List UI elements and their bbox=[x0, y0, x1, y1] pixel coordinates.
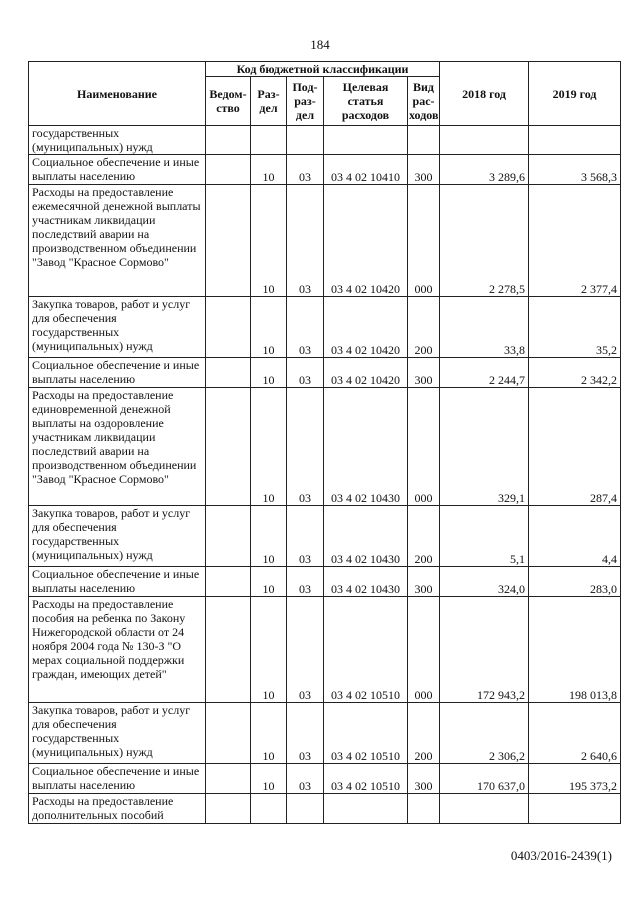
cell-razdel: 10 bbox=[251, 597, 287, 703]
cell-tselevaya bbox=[324, 794, 408, 824]
cell-vedomstvo bbox=[206, 297, 251, 358]
cell-podrazdel: 03 bbox=[287, 764, 324, 794]
cell-tselevaya bbox=[324, 126, 408, 155]
cell-name: Расходы на предоставление дополнительных пособий bbox=[29, 794, 206, 824]
header-row-top bbox=[29, 62, 621, 77]
cell-v2019: 2 342,2 bbox=[529, 358, 621, 388]
table-row bbox=[29, 597, 621, 703]
table-row bbox=[29, 297, 621, 358]
cell-tselevaya: 03 4 02 10510 bbox=[324, 597, 408, 703]
table-row bbox=[29, 155, 621, 185]
cell-podrazdel: 03 bbox=[287, 567, 324, 597]
cell-v2019: 2 377,4 bbox=[529, 185, 621, 297]
cell-razdel: 10 bbox=[251, 506, 287, 567]
cell-razdel: 10 bbox=[251, 388, 287, 506]
cell-razdel: 10 bbox=[251, 297, 287, 358]
cell-tselevaya: 03 4 02 10410 bbox=[324, 155, 408, 185]
cell-vedomstvo bbox=[206, 567, 251, 597]
cell-name: Расходы на предоставление пособия на ребенка по Закону Нижегородской области от 24 ноября 2004 года № 130-З "О мерах социальной поддержки граждан, имеющих детей" bbox=[29, 597, 206, 703]
cell-vedomstvo bbox=[206, 506, 251, 567]
cell-name: Социальное обеспечение и иные выплаты населению bbox=[29, 764, 206, 794]
cell-vid: 000 bbox=[408, 597, 440, 703]
table-row bbox=[29, 388, 621, 506]
cell-podrazdel bbox=[287, 126, 324, 155]
header-group-code: Код бюджетной классификации bbox=[206, 62, 440, 77]
table-row bbox=[29, 567, 621, 597]
cell-v2019 bbox=[529, 794, 621, 824]
cell-vedomstvo bbox=[206, 764, 251, 794]
cell-podrazdel: 03 bbox=[287, 388, 324, 506]
cell-tselevaya: 03 4 02 10430 bbox=[324, 567, 408, 597]
table-row bbox=[29, 794, 621, 824]
cell-vid: 300 bbox=[408, 764, 440, 794]
cell-v2018: 2 244,7 bbox=[440, 358, 529, 388]
cell-name: Социальное обеспечение и иные выплаты населению bbox=[29, 155, 206, 185]
cell-razdel: 10 bbox=[251, 358, 287, 388]
table-row bbox=[29, 703, 621, 764]
header-year-2019: 2019 год bbox=[529, 62, 621, 126]
cell-razdel bbox=[251, 794, 287, 824]
table-row bbox=[29, 506, 621, 567]
cell-tselevaya: 03 4 02 10510 bbox=[324, 703, 408, 764]
cell-vid: 300 bbox=[408, 567, 440, 597]
header-podrazdel: Под-раз-дел bbox=[287, 77, 324, 126]
header-vedomstvo: Ведом-ство bbox=[206, 77, 251, 126]
cell-tselevaya: 03 4 02 10430 bbox=[324, 388, 408, 506]
header-vid: Вид рас-ходов bbox=[408, 77, 440, 126]
header-razdel: Раз-дел bbox=[251, 77, 287, 126]
cell-v2019 bbox=[529, 126, 621, 155]
cell-name: Закупка товаров, работ и услуг для обеспечения государственных (муниципальных) нужд bbox=[29, 506, 206, 567]
cell-v2019: 287,4 bbox=[529, 388, 621, 506]
cell-v2018 bbox=[440, 794, 529, 824]
cell-tselevaya: 03 4 02 10430 bbox=[324, 506, 408, 567]
cell-tselevaya: 03 4 02 10510 bbox=[324, 764, 408, 794]
cell-v2018: 3 289,6 bbox=[440, 155, 529, 185]
budget-table bbox=[28, 61, 621, 824]
cell-podrazdel: 03 bbox=[287, 703, 324, 764]
cell-podrazdel: 03 bbox=[287, 185, 324, 297]
cell-vid bbox=[408, 126, 440, 155]
cell-v2018: 5,1 bbox=[440, 506, 529, 567]
cell-name: Закупка товаров, работ и услуг для обеспечения государственных (муниципальных) нужд bbox=[29, 297, 206, 358]
table-row bbox=[29, 358, 621, 388]
cell-vedomstvo bbox=[206, 794, 251, 824]
cell-v2019: 3 568,3 bbox=[529, 155, 621, 185]
cell-name: Закупка товаров, работ и услуг для обеспечения государственных (муниципальных) нужд bbox=[29, 703, 206, 764]
header-year-2018: 2018 год bbox=[440, 62, 529, 126]
cell-vid bbox=[408, 794, 440, 824]
cell-tselevaya: 03 4 02 10420 bbox=[324, 297, 408, 358]
cell-vedomstvo bbox=[206, 597, 251, 703]
cell-vid: 300 bbox=[408, 358, 440, 388]
cell-podrazdel bbox=[287, 794, 324, 824]
cell-vedomstvo bbox=[206, 126, 251, 155]
cell-vid: 000 bbox=[408, 185, 440, 297]
cell-vedomstvo bbox=[206, 358, 251, 388]
header-name: Наименование bbox=[29, 62, 206, 126]
footer-document-code: 0403/2016-2439(1) bbox=[510, 848, 612, 863]
cell-razdel: 10 bbox=[251, 155, 287, 185]
table-row bbox=[29, 126, 621, 155]
cell-vedomstvo bbox=[206, 388, 251, 506]
cell-v2018: 33,8 bbox=[440, 297, 529, 358]
cell-v2018: 2 306,2 bbox=[440, 703, 529, 764]
cell-v2019: 195 373,2 bbox=[529, 764, 621, 794]
cell-vedomstvo bbox=[206, 185, 251, 297]
cell-vedomstvo bbox=[206, 703, 251, 764]
cell-name: государственных (муниципальных) нужд bbox=[29, 126, 206, 155]
cell-vid: 200 bbox=[408, 297, 440, 358]
cell-tselevaya: 03 4 02 10420 bbox=[324, 185, 408, 297]
cell-podrazdel: 03 bbox=[287, 155, 324, 185]
cell-podrazdel: 03 bbox=[287, 597, 324, 703]
table-row bbox=[29, 185, 621, 297]
cell-podrazdel: 03 bbox=[287, 358, 324, 388]
cell-v2019: 2 640,6 bbox=[529, 703, 621, 764]
cell-name: Расходы на предоставление единовременной денежной выплаты на оздоровление участникам ликвидации последствий аварии на производственном объединении "Завод "Красное Сормово" bbox=[29, 388, 206, 506]
cell-v2019: 35,2 bbox=[529, 297, 621, 358]
cell-podrazdel: 03 bbox=[287, 506, 324, 567]
cell-razdel: 10 bbox=[251, 567, 287, 597]
cell-razdel: 10 bbox=[251, 764, 287, 794]
cell-v2018: 2 278,5 bbox=[440, 185, 529, 297]
cell-vid: 300 bbox=[408, 155, 440, 185]
cell-razdel: 10 bbox=[251, 703, 287, 764]
cell-razdel bbox=[251, 126, 287, 155]
cell-v2019: 198 013,8 bbox=[529, 597, 621, 703]
cell-name: Расходы на предоставление ежемесячной денежной выплаты участникам ликвидации последствий аварии на производственном объединении "Завод "Красное Сормово" bbox=[29, 185, 206, 297]
cell-razdel: 10 bbox=[251, 185, 287, 297]
cell-vid: 000 bbox=[408, 388, 440, 506]
cell-name: Социальное обеспечение и иные выплаты населению bbox=[29, 358, 206, 388]
cell-v2018 bbox=[440, 126, 529, 155]
budget-table-body bbox=[29, 126, 621, 824]
cell-vid: 200 bbox=[408, 703, 440, 764]
cell-v2019: 283,0 bbox=[529, 567, 621, 597]
cell-vid: 200 bbox=[408, 506, 440, 567]
page-number: 184 bbox=[310, 37, 330, 52]
cell-v2018: 172 943,2 bbox=[440, 597, 529, 703]
cell-vedomstvo bbox=[206, 155, 251, 185]
cell-v2018: 329,1 bbox=[440, 388, 529, 506]
table-row bbox=[29, 764, 621, 794]
cell-name: Социальное обеспечение и иные выплаты населению bbox=[29, 567, 206, 597]
header-tselevaya: Целевая статья расходов bbox=[324, 77, 408, 126]
cell-v2019: 4,4 bbox=[529, 506, 621, 567]
cell-v2018: 324,0 bbox=[440, 567, 529, 597]
cell-tselevaya: 03 4 02 10420 bbox=[324, 358, 408, 388]
cell-v2018: 170 637,0 bbox=[440, 764, 529, 794]
cell-podrazdel: 03 bbox=[287, 297, 324, 358]
